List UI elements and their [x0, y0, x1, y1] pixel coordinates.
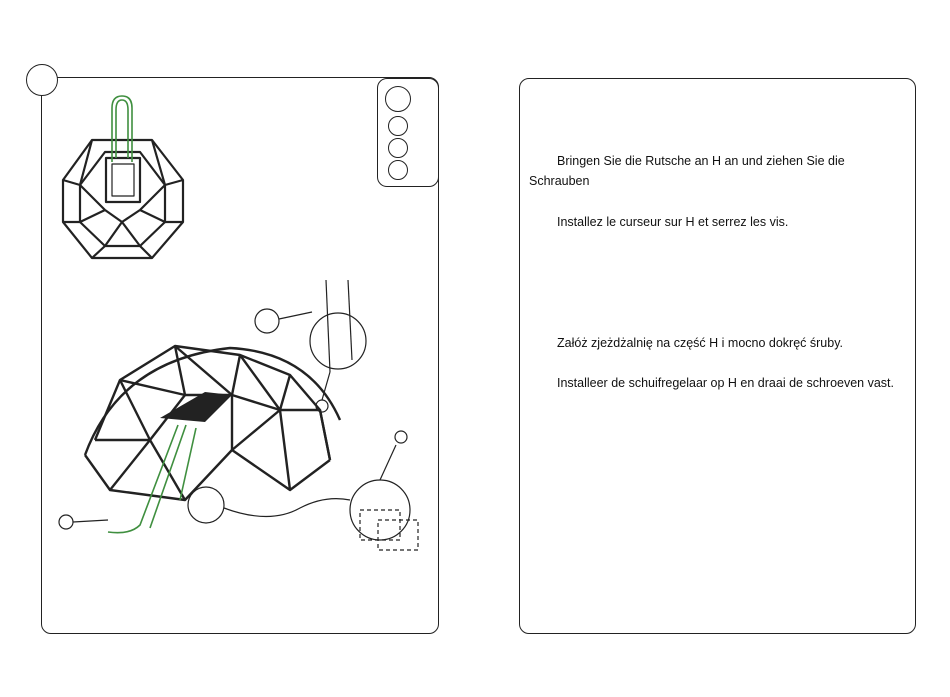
instruction-german: Bringen Sie die Rutsche an H an und ziehen Sie die Schrauben — [529, 154, 845, 188]
instruction-dutch: Installeer de schuifregelaar op H en draai de schroeven vast. — [557, 376, 894, 390]
instruction-polish: Załóż zjeżdżalnię na część H i mocno dokręć śruby. — [557, 336, 843, 350]
instruction-french: Installez le curseur sur H et serrez les vis. — [557, 215, 789, 229]
